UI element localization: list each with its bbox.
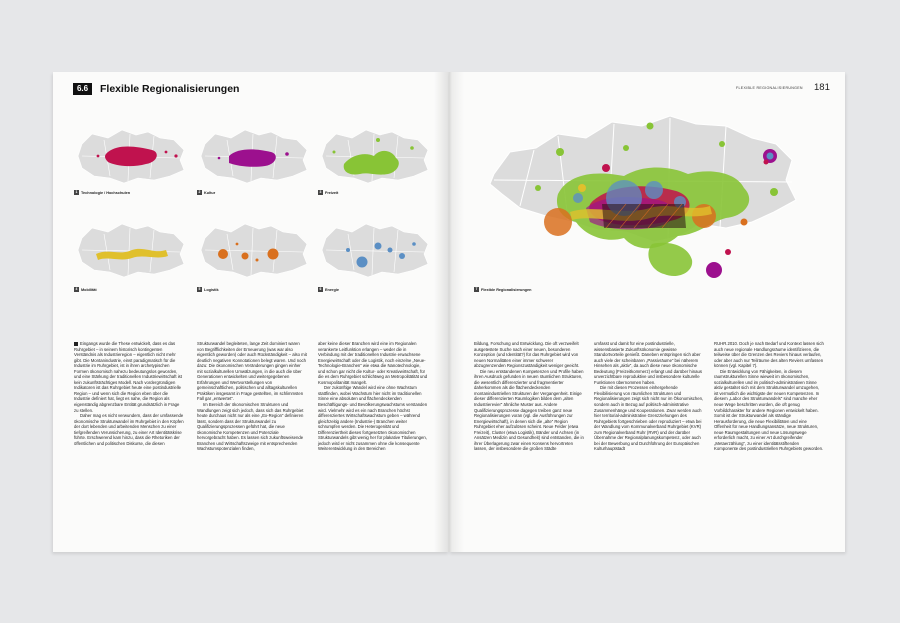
map-technology — [74, 126, 188, 188]
logistics-cluster — [218, 249, 228, 259]
technology-point — [725, 249, 731, 255]
technology-point — [602, 164, 610, 172]
leisure-point — [535, 185, 541, 191]
caption-culture: 2 Kultur — [198, 190, 216, 195]
paragraph: RUHR.2010. Doch je nach Bedarf und Kontext lassen sich auch neue regionale Handlungsräume identifizieren, die teilweise über die Grenzen des Reviers hinaus verlaufen, oder aber auch nur Teilräume des alten Reviers umfassen können (vgl. Kapitel 7). — [714, 341, 824, 369]
chapter-number: 6.6 — [73, 83, 92, 95]
technology-point — [764, 160, 769, 165]
text-column-3 — [318, 341, 428, 452]
energy-site — [399, 253, 405, 259]
leisure-overlay — [648, 243, 692, 276]
energy-site — [388, 248, 393, 253]
energy-site — [357, 257, 368, 268]
text-column-6 — [714, 341, 824, 452]
section-square-icon — [74, 342, 78, 346]
point — [410, 146, 414, 150]
energy-site — [645, 181, 663, 199]
point — [256, 259, 259, 262]
caption-flexible-regionalisations: 7 Flexible Regionalisierungen — [475, 287, 532, 292]
text-column-2 — [197, 341, 307, 452]
energy-site — [346, 248, 350, 252]
map-leisure — [318, 126, 432, 188]
paragraph: Die mit diesen Prozessen einhergehende Flexibilisierung von räumlichen Strukturen und Regionalisierungen zeigt sich nicht nur im Ökonomischen, sondern auch in Bezug auf politisch-administrative Zusammenhänge und Kooperationen. Zwar werden auch hier territorial-administrative Grenzziehungen des Ruhrgebiets fortgeschrieben oder reproduziert – etwa bei der Wandlung vom Kommunalverband Ruhrgebiet (KVR) zum Regionalverband Ruhr (RVR) und der darüber Übernahme der Regionalplanungskompetenz, oder auch bei der Bewerbung und Durchführung der Europäischen Kulturhauptstadt — [594, 385, 704, 452]
energy-site — [573, 193, 583, 203]
paragraph: Die Entwicklung von Fähigkeiten, in diesem raumstrukturellen Sinne wieweit im ökonomischen, sozialkulturellen und im politisch-administrativen Sinne aktiv gestaltet sich mit dem Strukturwandel umzugehen, ist vermutlich die wichtigste der neuen Kompetenzen. In diesem „Labor des Strukturwandels“ sind manche eher neue Wege beschritten worden, die oft genug Vorbildcharakter für andere Regionen entwickelt haben. Somit ist der Strukturwandel als ständige Herausforderung, die neue Flexibilitäten und eine Offenheit für neue Handlungsansätze, neue Strukturen, neue Raumgestaltungen und neue Lösungswege erforderlich macht, zu einer Art durchgreifender „Metaerzählung“, zu einer identitätsstiftenden Komponente des postindustriellen Ruhrgebiets geworden. — [714, 368, 824, 452]
map-flexible-regionalisations — [474, 104, 814, 284]
paragraph: Der zukünftige Wandel wird eine ohne Wachstum stattfinden, wobei Wachstum hier nicht im traditionellen Sinne eine absoluten und flächendeckenden Beschäftigungs- und Bevölkerungswachstums verstanden wird. Vielmehr wird es ein nach Branchen höchst differenziertes Wirtschaftswachstum geben – während gleichzeitig andere (Industrie-) Branchen weiter schrumpfen werden. Die Heterogenität und Differenziertheit dieses fortgesetzten ökonomischen Strukturwandels gibt wenig her für plakative Titulierungen, jedoch wird er nicht zusammen ohne die konsequente Weiterentwicklung in den Bereichen — [318, 385, 428, 452]
text-column-5 — [594, 341, 704, 452]
caption-energy: 6 Energie — [319, 287, 339, 292]
paragraph: Bildung, Forschung und Entwicklung. Die oft verzweifelt ausgetestete Suche nach einer neuen, besonderen Konzeption (und Identität?) für das Ruhrgebiet wird von neuen Normalitäten einer immer schwerer abzugrenzenden Regionszuständigkeit weniger geeicht. — [474, 341, 580, 369]
culture-area — [229, 149, 276, 166]
technology-area — [105, 147, 157, 167]
logistics-cluster — [544, 208, 572, 236]
page-number: 181 — [814, 82, 830, 93]
map-energy — [318, 220, 432, 282]
caption-leisure: 3 Freizeit — [319, 190, 339, 195]
paragraph: Daher mag es nicht verwundern, dass der umfassende ökonomische Strukturwandel im Ruhrgebiet in den Köpfen der dort lebenden und arbeitenden Menschen zu einer tiefgreifenden Verunsicherung, zu einer Art Identitätskrise führte. Erschwerend kam hinzu, dass die Rhetoriken der öffentlichen und politischen Diskurse, die diesen — [74, 413, 184, 446]
chapter-title: Flexible Regionalisierungen — [100, 83, 240, 95]
point — [376, 138, 380, 142]
paragraph: Strukturwandel begleiteten, lange Zeit dominiert waren von Begrifflichkeiten der Erneuerung (was war also eigentlich geworden) oder auch Rückständigkeit – also mit deutlich negativen Konnotationen belegt waren. Und noch dazu: Die ökonomischen Veränderungen gingen einher mit sozialkulturellen Umwälzungen, in die auch die über Generationen entwickelten und weitergegebenen Erfahrungen und Wertvorstellungen von gemeinschaftlichen, politischen und alltagskulturellen Praktiken insgesamt in Frage gestellten, im schlimmsten Fall gar „entwertet“. — [197, 341, 307, 402]
leisure-point — [647, 123, 654, 130]
point — [285, 152, 289, 156]
logistics-cluster — [268, 249, 279, 260]
paragraph: Die neu entstandenen Kompetenzen und Profile haben ihren Ausdruck gefunden in neuen räumlichen Strukturen, die wesentlich differenzierter und fragmentierter daherkommen als die flächendeckenden montanindustriellen Strukturen der Vergangenheit. Einige dieser differenzierten Raumlogiken bilden dem „alten Industrierevier“ ähnliche Muster aus. Andere Qualifizierungsprozesse dagegen treiben ganz neue Regionalisierungen voran (vgl. die Ausführungen zur Energiewirtschaft), in denen sich die „alte“ Region Ruhrgebiet eher aufzulösen scheint. Neue Felder (etwa Freizeit), Cluster (etwa Logistik), Bänder und Achsen (in Ansätzen Medizin und Gesundheit) sind entstanden, die in ihrer Überlagerung zwar einen Konsens hervortreten lassen, der insbesondere die großen Städte — [474, 368, 584, 452]
text-column-4 — [474, 341, 584, 452]
logistics-cluster — [242, 253, 249, 260]
map-culture — [197, 126, 311, 188]
caption-logistics: 5 Logistik — [198, 287, 219, 292]
energy-point — [767, 153, 774, 160]
point — [174, 154, 177, 157]
leisure-point — [623, 145, 629, 151]
leisure-point — [556, 148, 564, 156]
culture-point — [706, 262, 722, 278]
running-head: FLEXIBLE REGIONALISIERUNGEN — [736, 86, 803, 90]
point — [97, 155, 100, 158]
map-logistics — [197, 220, 311, 282]
paragraph: Im Bereich der ökonomischen Strukturen und Wandlungen zeigt sich jedoch, dass sich das Ruhrgebiet heute durchaus nicht nur als eine „Ex-Region“ definieren lässt, sondern dass der Strukturwandel zu Qualifizierungsprozessen geführt hat, die neue ökonomische Kompetenzen und Potenziale hervorgebracht haben. Es lassen sich zukunftsweisende Branchen und Wirtschaftszweige mit entsprechenden Wachstumspotenzialen finden, — [197, 402, 304, 452]
energy-site — [412, 242, 416, 246]
mobility-point — [578, 184, 586, 192]
point — [165, 151, 168, 154]
logistics-point — [741, 219, 748, 226]
point — [333, 151, 336, 154]
point — [236, 243, 239, 246]
paragraph: Eingangs wurde die These entwickelt, dass es das Ruhrgebiet – in seinem historisch kontingenten Verständnis als Industrieregion – eigentlich nicht mehr gibt. Die Montanindustrie, einst paradigmatisch für die Industrie im Ruhrgebiet, ist in ihren archetypischen Formen ökonomisch nahezu bedeutungslos geworden, und eine Stärkung der traditionellen Industriewirtschaft ist kein zukunftsträchtiges Modell. Nach vordergründigen Indikatoren ist das Ruhrgebiet heute eine postindustrielle Region – und wenn sich die Region eben über die Industrie definiert hat, liegt es nahe, die Region als eigenständig abgrenzbare Entität grundsätzlich in Frage zu stellen. — [74, 341, 182, 413]
paragraph: umfasst und damit für eine postindustrielle, wissensbasierte Zukunftsökonomie gewisse Standortvorteile genießt. Daneben entspringen sich aber auch viele der scheinbaren „Passivräume“ bei näherem Hinsehen als „aktiv“, da auch diese neue ökonomische Bedeutung (Freizeitkommerz) erlangt und darüber hinaus unverzichtbare reproduktive und insbesondere kulturelle Funktionen übernommen haben. — [594, 341, 702, 385]
paragraph: aber keine dieser Branchen wird eine im Regionalen verankerte Leitfunktion erlangen – weder die in Verbindung mit der traditionellen Industrie erwachsene Energiewirtschaft oder die Logistik, noch einzelne „Neue-Technologie-Branchen“ wie etwa die Nanotechnologie, und schon gar nicht die Kultur- oder Kreativwirtschaft, für die es dem Ruhrgebiet schlichtweg an Metropolitätität und Kosmopolitanität mangelt. — [318, 341, 428, 385]
point — [218, 157, 221, 160]
leisure-point — [719, 141, 725, 147]
text-column-1 — [74, 341, 184, 446]
map-mobility — [74, 220, 188, 282]
energy-site — [375, 243, 382, 250]
leisure-point — [770, 188, 778, 196]
caption-mobility: 4 Mobilität — [75, 287, 97, 292]
caption-technology: 1 Technologie / Hochschulen — [75, 190, 131, 195]
